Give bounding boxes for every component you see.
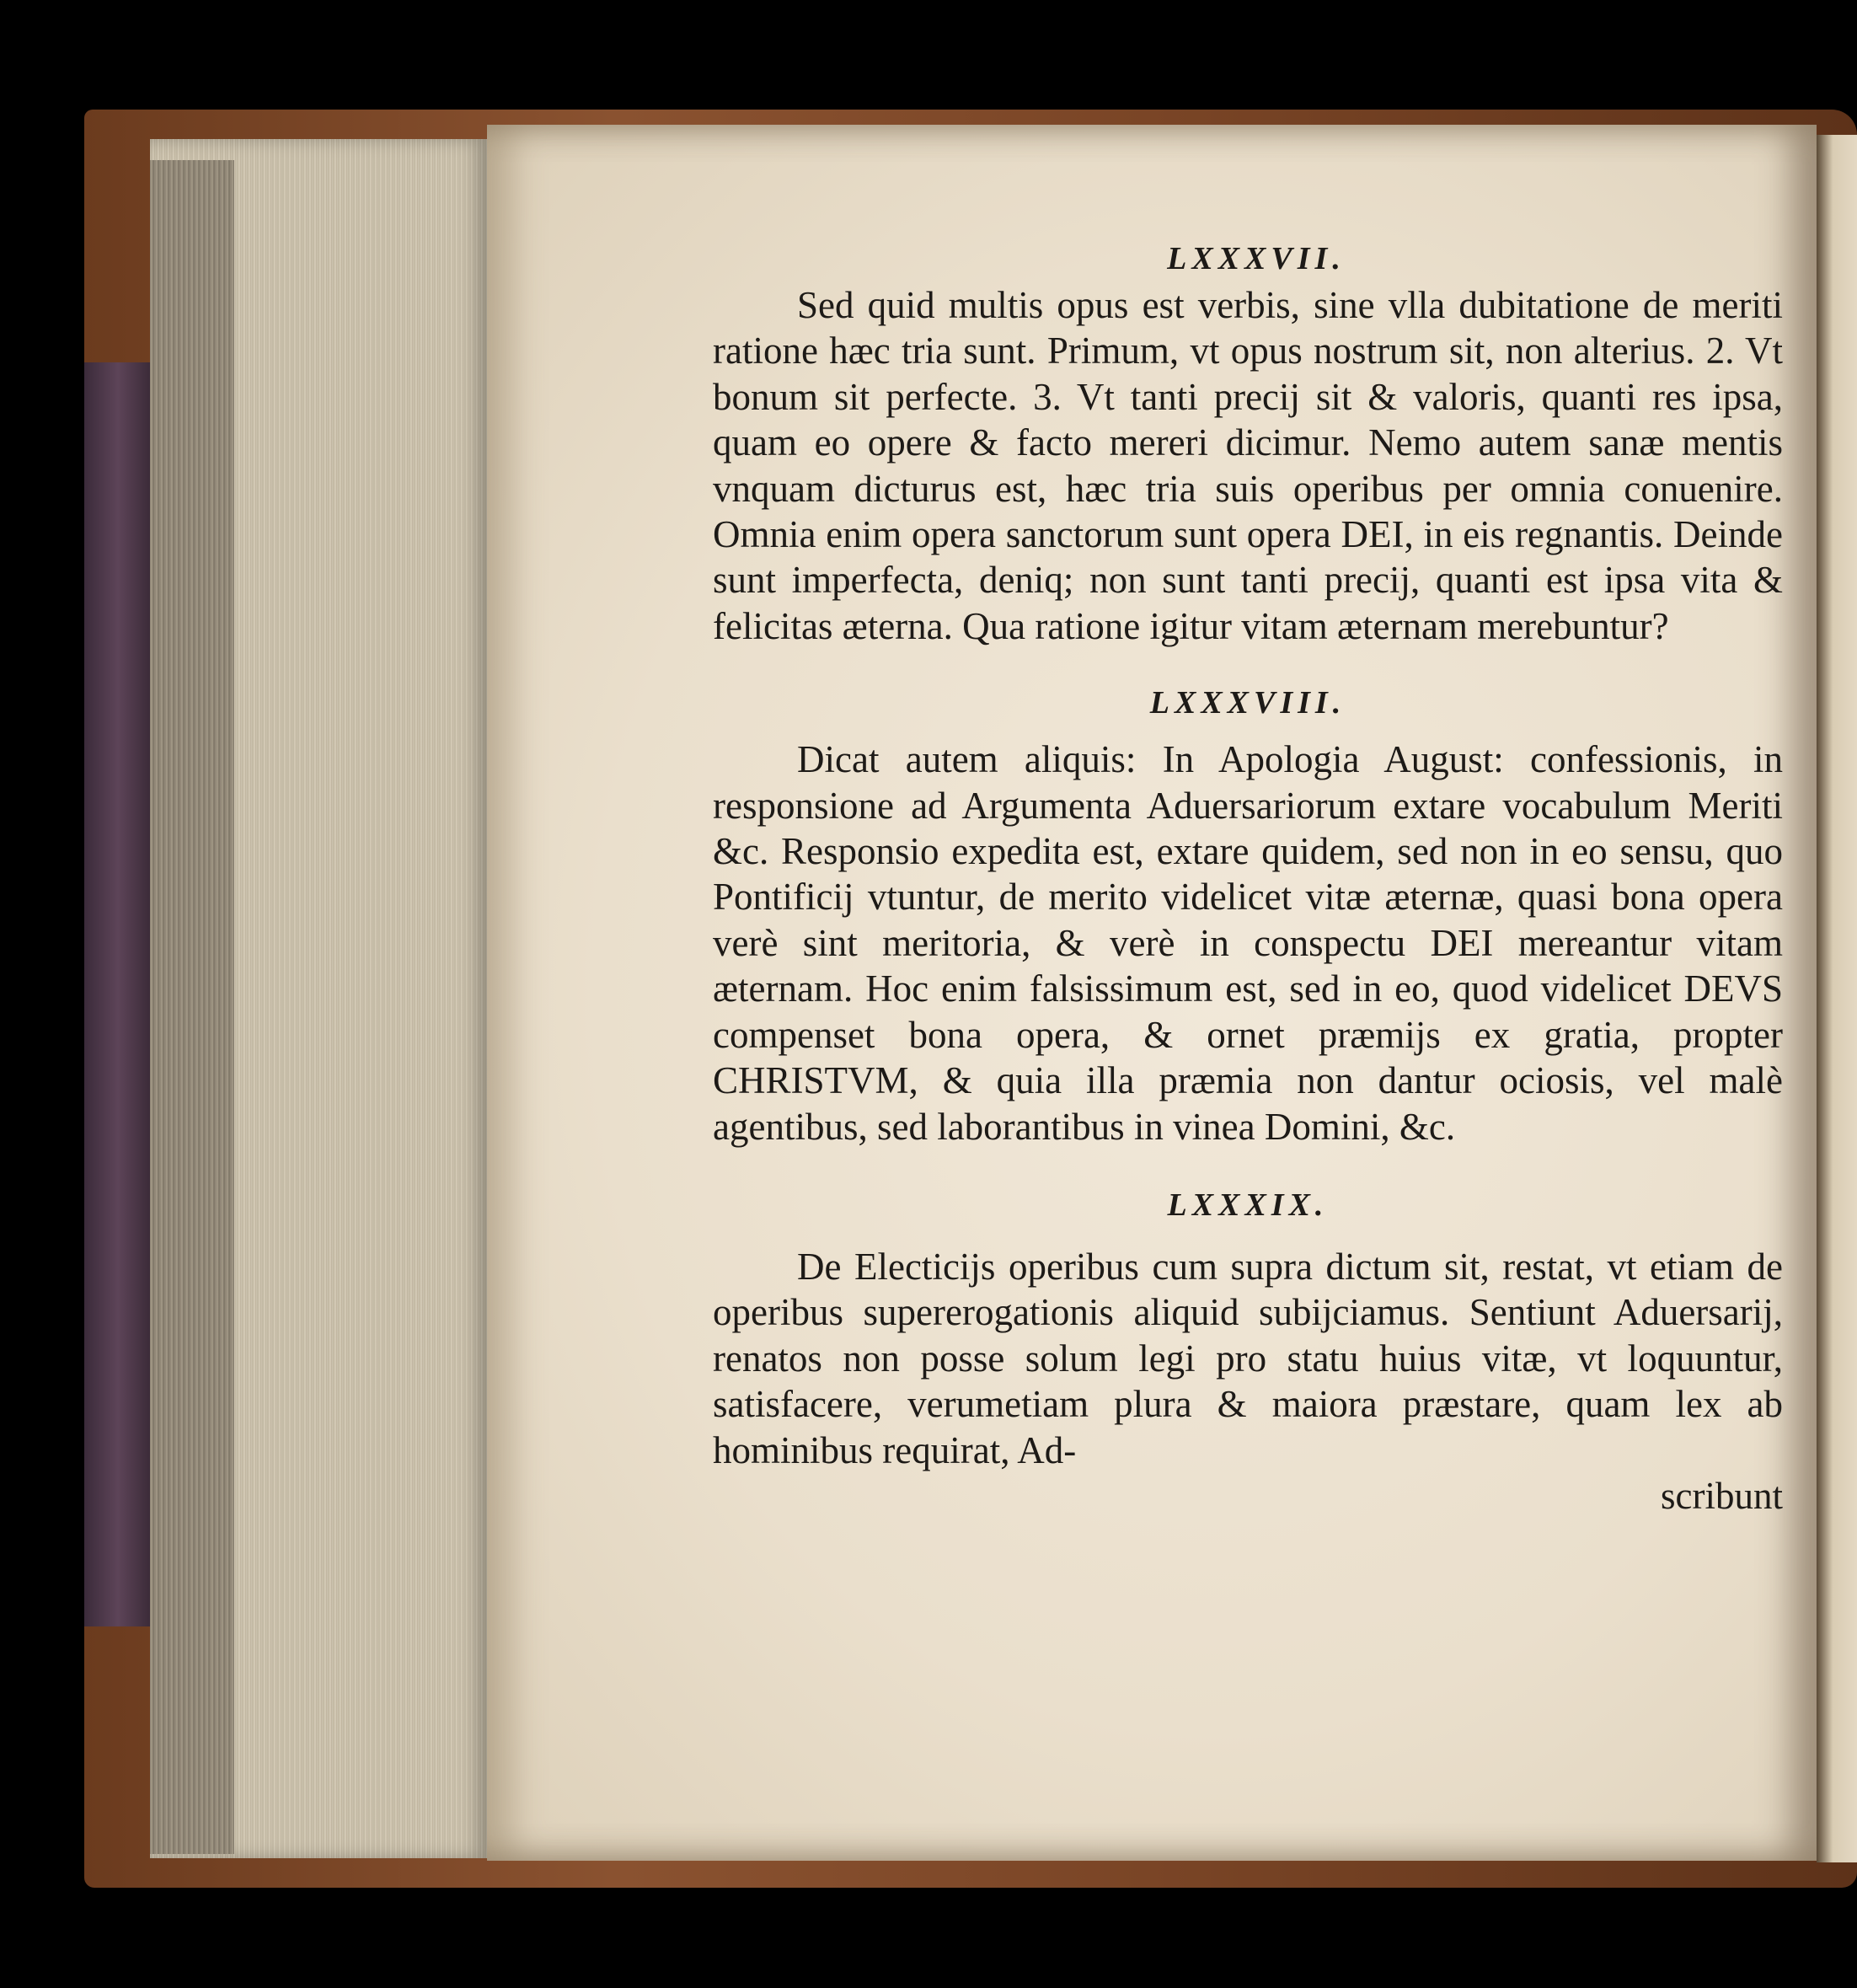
facing-page-edge	[1817, 135, 1857, 1862]
section-paragraph: De Electicijs operibus cum supra dictum sit, restat, vt etiam de operibus supererogationis aliquid subijciamus. Sentiunt Aduersarij, renatos non posse solum legi pro statu huius vitæ, vt loquuntur, satisfacere, verumetiam plura & maiora præstare, quam lex ab hominibus requirat, Ad-	[713, 1245, 1783, 1471]
section-paragraph: Dicat autem aliquis: In Apologia August: confessionis, in responsione ad Argumenta Aduersariorum extare vocabulum Meriti &c. Responsio expedita est, extare quidem, sed non in eo sensu, quo Pontificij vtuntur, de merito videlicet vitæ æternæ, quasi bona opera verè sint meritoria, & verè in conspectu DEI mereantur vitam æternam. Hoc enim falsissimum est, sed in eo, quod videlicet DEVS compenset bona opera, & ornet præmijs ex gratia, propter CHRISTVM, & quia illa præmia non dantur ociosis, vel malè agentibus, sed laborantibus in vinea Domini, &c.	[713, 738, 1783, 1148]
book-spine	[84, 362, 152, 1626]
section-heading: LXXXVII.	[1167, 241, 1346, 276]
section-heading: LXXXIX.	[1167, 1187, 1329, 1223]
page-edges-shadow	[150, 160, 234, 1854]
section-heading: LXXXVIII.	[1149, 685, 1346, 721]
page-text	[713, 240, 1783, 1519]
catchword: scribunt	[1661, 1474, 1783, 1517]
section-paragraph: Sed quid multis opus est verbis, sine vlla dubitatione de meriti ratione hæc tria sunt. Primum, vt opus nostrum sit, non alterius. 2. Vt bonum sit perfecte. 3. Vt tanti precij sit & valoris, quanti res ipsa, quam eo opere & facto mereri dicimur. Nemo autem sanæ mentis vnquam dicturus est, hæc tria suis operibus per omnia conuenire. Omnia enim opera sanctorum sunt opera DEI, in eis regnantis. Deinde sunt imperfecta, deniq; non sunt tanti precij, quanti est ipsa vita & felicitas æterna. Qua ratione igitur vitam æternam merebuntur?	[713, 284, 1783, 647]
